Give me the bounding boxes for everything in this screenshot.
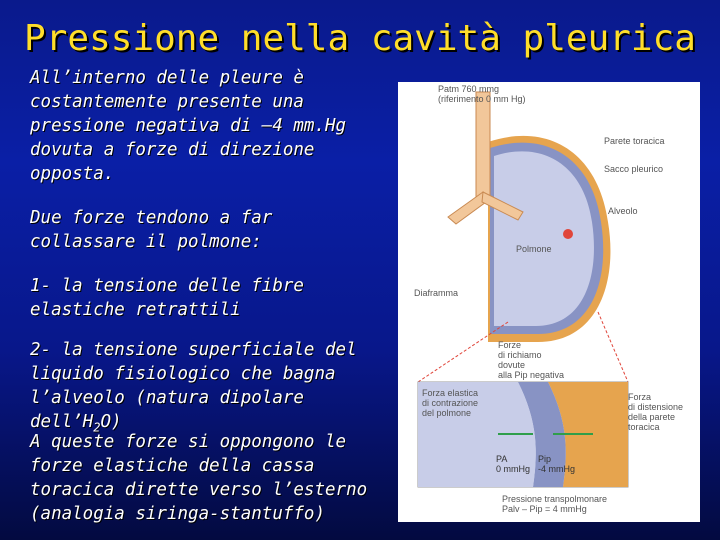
- label-forze-line2: di richiamo: [498, 350, 542, 360]
- label-polmone: Polmone: [516, 244, 552, 254]
- label-distensione-line2: di distensione: [628, 402, 684, 412]
- pleural-diagram: [398, 82, 700, 522]
- label-transp-line2: Palv – Pip = 4 mmHg: [502, 504, 587, 514]
- label-transpolmonare: [502, 494, 607, 514]
- paragraph-pressione-negativa: All’interno delle pleure è costantemente presente una pressione negativa di –4 mm.Hg dovuta a forze di direzione opposta.: [30, 68, 347, 184]
- zoom-line-1: [418, 322, 508, 382]
- label-palv: [496, 454, 530, 474]
- label-distensione: [628, 392, 683, 432]
- paragraph-tensione-end: O): [100, 412, 122, 432]
- label-patm-line1: Patm 760 mmg: [438, 84, 500, 94]
- label-forze-line4: alla Pip negativa: [498, 370, 565, 380]
- label-elastica-line1: Forza elastica: [422, 388, 479, 398]
- label-elastica: [422, 388, 478, 418]
- label-distensione-line1: Forza: [628, 392, 652, 402]
- label-distensione-line3: della parete: [628, 412, 676, 422]
- label-forze-line3: dovute: [498, 360, 526, 370]
- label-pip-line2: -4 mmHg: [538, 464, 576, 474]
- bronchus-left: [448, 192, 486, 224]
- paragraph-forze-elastiche: A queste forze si oppongono le forze elastiche della cassa toracica dirette verso l’esterno (analogia siringa-stantuffo): [30, 432, 368, 524]
- label-elastica-line2: di contrazione: [422, 398, 479, 408]
- trachea: [476, 92, 490, 202]
- label-palv-line2: 0 mmHg: [496, 464, 531, 474]
- label-elastica-line3: del polmone: [422, 408, 472, 418]
- label-pip-line1: Pip: [538, 454, 552, 464]
- label-patm-line2: (riferimento 0 mm Hg): [438, 94, 526, 104]
- subscript-2: 2: [93, 420, 101, 435]
- label-forze: [498, 340, 564, 380]
- label-pip: [538, 454, 575, 474]
- zoom-line-2: [598, 312, 628, 382]
- label-distensione-line4: toracica: [628, 422, 660, 432]
- paragraph-due-forze: Due forze tendono a far collassare il polmone:: [30, 208, 273, 252]
- label-forze-line1: Forze: [498, 340, 522, 350]
- slide-title: Pressione nella cavità pleurica: [24, 18, 696, 59]
- paragraph-tensione-superficiale: [30, 338, 400, 440]
- label-sacco: Sacco pleurico: [604, 164, 664, 174]
- label-parete: Parete toracica: [604, 136, 665, 146]
- label-diaframma: Diaframma: [414, 288, 459, 298]
- label-patm: [438, 84, 526, 104]
- paragraph-tensione-text: 2- la tensione superficiale del liquido fisiologico che bagna l’alveolo (natura dipolare dell’H: [30, 340, 357, 432]
- alveolus-mark: [563, 229, 573, 239]
- label-palv-line1: PA: [496, 454, 508, 464]
- label-transp-line1: Pressione transpolmonare: [502, 494, 608, 504]
- paragraph-tensione-fibre: 1- la tensione delle fibre elastiche retrattili: [30, 276, 304, 320]
- label-alveolo: Alveolo: [608, 206, 638, 216]
